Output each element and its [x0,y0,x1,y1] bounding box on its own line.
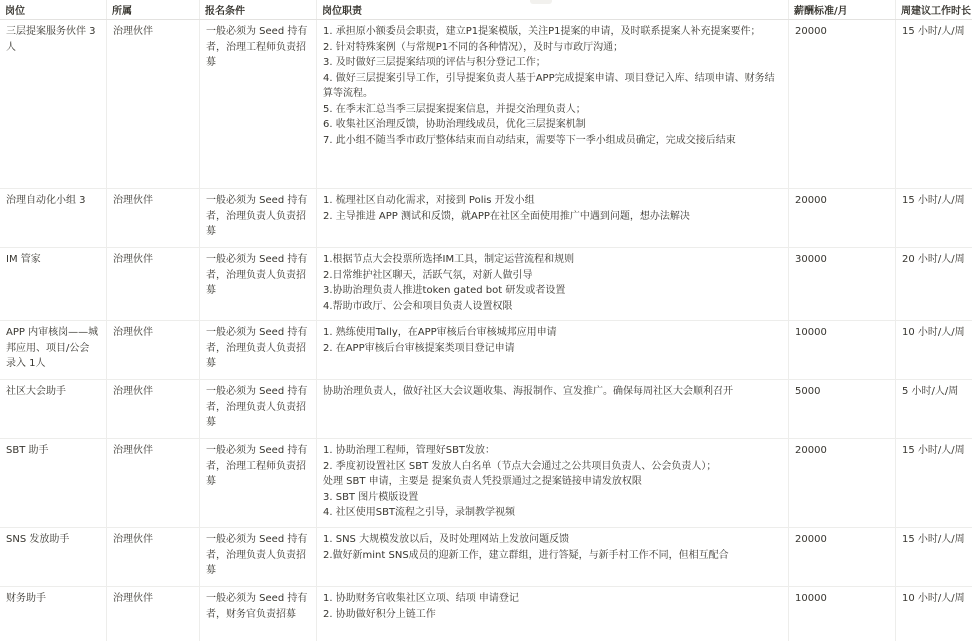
cell-duties[interactable] [317,528,789,586]
cell-requirement[interactable]: 一般必须为 Seed 持有者，治理负责人负责招募 [200,321,317,379]
cell-salary[interactable]: 20000 [789,528,896,586]
table-row[interactable] [0,321,972,380]
cell-salary[interactable]: 5000 [789,380,896,438]
cell-salary[interactable]: 20000 [789,439,896,527]
cell-salary[interactable]: 30000 [789,248,896,320]
duty-line: 2.做好新mint SNS成员的迎新工作，建立群组，进行答疑，与新手村工作不同，但相互配合 [323,549,729,561]
header-position[interactable]: 岗位 [0,0,107,19]
cell-salary[interactable]: 20000 [789,20,896,188]
cell-affiliation[interactable]: 治理伙伴 [107,20,200,188]
duty-line: 协助治理负责人，做好社区大会议题收集、海报制作、宣发推广。确保每周社区大会顺利召开 [323,386,733,397]
table-row[interactable] [0,528,972,587]
table-row[interactable] [0,189,972,248]
duty-line: 6. 收集社区治理反馈，协助治理线成员，优化三层提案机制 [323,119,586,130]
duty-line: 1. SNS 大规模发放以后，及时处理网站上发放问题反馈 [323,534,570,545]
cell-hours[interactable]: 15 小时/人/周 [902,445,965,456]
cell-hours[interactable]: 10 小时/人/周 [902,327,965,338]
cell-salary[interactable]: 20000 [789,189,896,247]
duty-line: 4.帮助市政厅、公会和项目负责人设置权限 [323,300,513,312]
cell-position[interactable]: SBT 助手 [0,439,107,527]
header-duties[interactable]: 岗位职责 [317,0,789,19]
cell-duties[interactable] [317,587,789,641]
duty-line: 2. 在APP审核后台审核提案类项目登记申请 [323,342,515,354]
cell-affiliation[interactable]: 治理伙伴 [107,528,200,586]
header-hours[interactable]: 周建议工作时长 [901,6,971,17]
cell-duties[interactable] [317,189,789,247]
header-salary[interactable]: 薪酬标准/月 [789,0,896,19]
duty-line: 2. 主导推进 APP 测试和反馈，就APP在社区全面使用推广中遇到问题，想办法解决 [323,210,690,222]
duty-line: 1. 梳理社区自动化需求，对接到 Polis 开发小组 [323,195,535,206]
table-row[interactable] [0,380,972,439]
table-header-row [0,0,972,20]
table-row[interactable] [0,439,972,528]
cell-affiliation[interactable]: 治理伙伴 [107,248,200,320]
table-row[interactable] [0,248,972,321]
cell-position[interactable]: 三层提案服务伙伴 3 人 [0,20,107,188]
duty-line: 2. 针对特殊案例（与常规P1不同的各种情况），及时与市政厅沟通； [323,41,624,53]
cell-position[interactable]: APP 内审核岗——城邦应用、项目/公会录入 1人 [0,321,107,379]
header-affiliation[interactable]: 所属 [107,0,200,19]
cell-requirement[interactable]: 一般必须为 Seed 持有者，治理负责人负责招募 [200,528,317,586]
cell-hours[interactable]: 15 小时/人/周 [902,534,965,545]
cell-position[interactable]: IM 管家 [0,248,107,320]
cell-duties[interactable] [317,439,789,527]
header-requirement[interactable]: 报名条件 [200,0,317,19]
table-row[interactable] [0,587,972,641]
duty-line: 1. 协助财务官收集社区立项、结项 申请登记 [323,593,519,604]
cell-affiliation[interactable]: 治理伙伴 [107,587,200,641]
cell-hours[interactable]: 15 小时/人/周 [902,195,965,206]
cell-hours[interactable]: 20 小时/人/周 [902,254,965,265]
duty-line: 3. SBT 图片模版设置 [323,491,419,503]
cell-hours[interactable]: 15 小时/人/周 [902,26,965,37]
cell-requirement[interactable]: 一般必须为 Seed 持有者，治理负责人负责招募 [200,189,317,247]
duty-line: 1. 承担原小额委员会职责，建立P1提案模版，关注P1提案的申请，及时联系提案人补充提案要件； [323,26,761,37]
duty-line: 5. 在季末汇总当季三层提案提案信息，并提交治理负责人； [323,103,586,115]
duty-line: 2.日常维护社区聊天，活跃气氛，对新人做引导 [323,269,533,281]
duty-line: 4. 社区使用SBT流程之引导，录制教学视频 [323,507,516,518]
cell-affiliation[interactable]: 治理伙伴 [107,321,200,379]
table-row[interactable] [0,20,972,189]
cell-requirement[interactable]: 一般必须为 Seed 持有者，财务官负责招募 [200,587,317,641]
cell-salary[interactable]: 10000 [789,587,896,641]
duty-line: 处理 SBT 申请，主要是 提案负责人凭投票通过之提案链接申请发放权限 [323,476,642,487]
cell-hours[interactable]: 10 小时/人/周 [902,593,965,604]
cell-duties[interactable] [317,20,789,188]
cell-position[interactable]: SNS 发放助手 [0,528,107,586]
duty-line: 3. 及时做好三层提案结项的评估与积分登记工作； [323,57,546,68]
cell-position[interactable]: 治理自动化小组 3 [0,189,107,247]
duty-line: 1.根据节点大会投票所选择IM工具，制定运营流程和规则 [323,254,575,265]
cell-duties[interactable] [317,321,789,379]
cell-affiliation[interactable]: 治理伙伴 [107,439,200,527]
cell-duties[interactable] [317,248,789,320]
cell-position[interactable]: 社区大会助手 [0,380,107,438]
cell-position[interactable]: 财务助手 [0,587,107,641]
duty-line: 1. 熟练使用Tally，在APP审核后台审核城邦应用申请 [323,327,557,338]
drag-handle[interactable] [530,0,552,4]
duty-line: 1. 协助治理工程师，管理好SBT发放： [323,445,496,456]
cell-requirement[interactable]: 一般必须为 Seed 持有者，治理负责人负责招募 [200,248,317,320]
duty-line: 3.协助治理负责人推进token gated bot 研发或者设置 [323,285,566,296]
cell-affiliation[interactable]: 治理伙伴 [107,189,200,247]
cell-requirement[interactable]: 一般必须为 Seed 持有者，治理工程师负责招募 [200,439,317,527]
cell-affiliation[interactable]: 治理伙伴 [107,380,200,438]
cell-salary[interactable]: 10000 [789,321,896,379]
cell-requirement[interactable]: 一般必须为 Seed 持有者，治理负责人负责招募 [200,380,317,438]
cell-requirement[interactable]: 一般必须为 Seed 持有者，治理工程师负责招募 [200,20,317,188]
duty-line: 7. 此小组不随当季市政厅整体结束而自动结束，需要等下一季小组成员确定，完成交接后结束 [323,134,736,146]
duty-line: 2. 季度初设置社区 SBT 发放人白名单（节点大会通过之公共项目负责人、公会负责人）； [323,460,717,472]
cell-hours[interactable]: 5 小时/人/周 [902,386,959,397]
duty-line: 4. 做好三层提案引导工作，引导提案负责人基于APP完成提案申请、项目登记入库、结项申请、财务结算等流程。 [323,72,775,99]
cell-duties[interactable] [317,380,789,438]
duty-line: 2. 协助做好积分上链工作 [323,608,436,620]
